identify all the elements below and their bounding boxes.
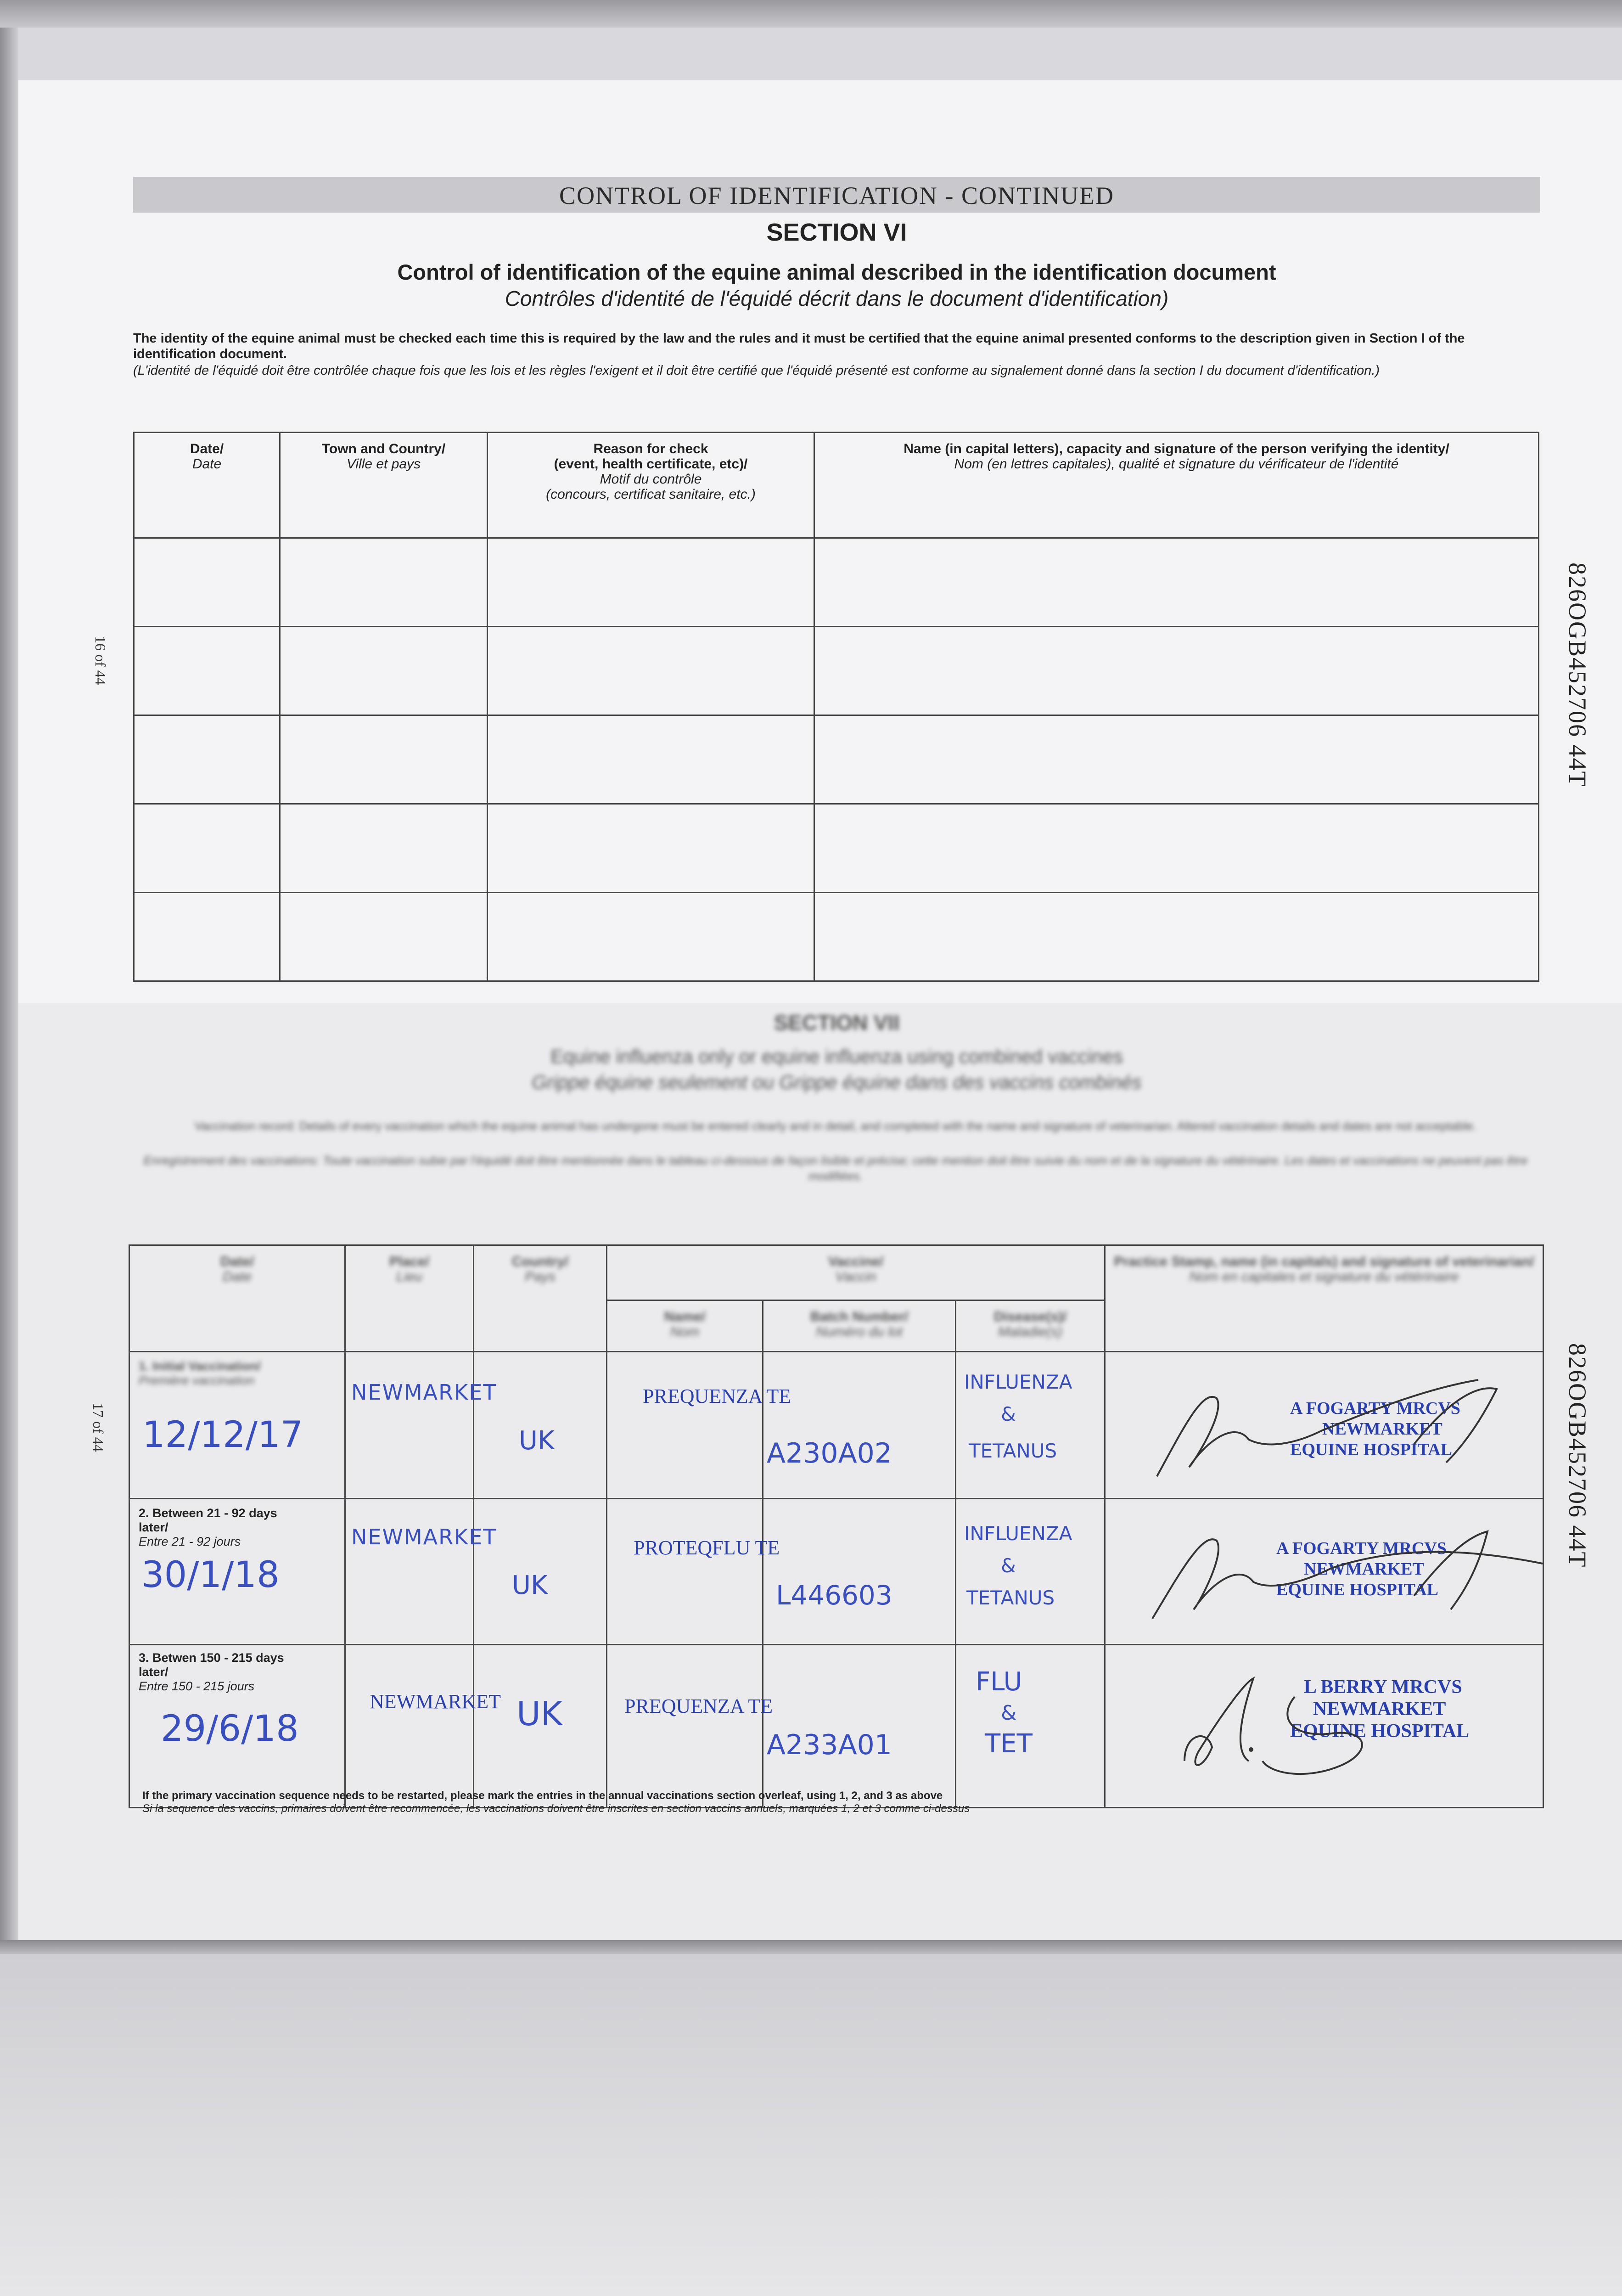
handwritten-disease-2a: INFLUENZA (964, 1522, 1072, 1545)
signature-2 (1129, 1513, 1588, 1628)
table-cell[interactable] (345, 1645, 474, 1808)
table-cell[interactable] (280, 804, 488, 893)
table-row (134, 627, 1539, 715)
handwritten-country-2: UK (512, 1570, 548, 1600)
col-name-signature: Name (in capital letters), capacity and signature of the person verifying the identity/ Nom (en lettres capitales), qualité et signature du vérificateur de l'identité (814, 433, 1539, 538)
section-vii-title-fr: Grippe équine seulement ou Grippe équine dans des vaccins combinés (532, 1071, 1142, 1093)
col-date: Date/ Date (129, 1245, 345, 1352)
handwritten-place-2: NEWMARKET (351, 1525, 497, 1549)
vet-stamp-2a: A FOGARTY MRCVS (1276, 1539, 1447, 1558)
table-cell[interactable] (488, 627, 814, 715)
section-vi-title: Control of identification of the equine animal described in the identification document (397, 260, 1276, 284)
table-cell[interactable] (280, 627, 488, 715)
row-label-initial: 1. Initial Vaccination/ Première vaccination (139, 1359, 261, 1387)
col-town-country: Town and Country/ Ville et pays (280, 433, 488, 538)
table-cell[interactable] (488, 715, 814, 804)
col-batch-number: Batch Number/ Numéro du lot (763, 1300, 956, 1352)
col-vaccine: Vaccine/ Vaccin (607, 1245, 1105, 1300)
table-cell[interactable] (814, 715, 1539, 804)
handwritten-disease-1c: TETANUS (969, 1440, 1057, 1462)
back-cover (0, 1954, 1622, 2296)
table-cell[interactable] (763, 1645, 956, 1808)
table-cell[interactable] (763, 1499, 956, 1645)
table-cell[interactable] (488, 804, 814, 893)
handwritten-batch-2: L446603 (776, 1580, 892, 1611)
section-vii-title: Equine influenza only or equine influenza using combined vaccines (550, 1046, 1123, 1067)
table-cell[interactable] (280, 715, 488, 804)
handwritten-disease-3a: FLU (976, 1667, 1022, 1697)
table-cell[interactable] (488, 893, 814, 981)
handwritten-disease-1b: & (1001, 1403, 1016, 1425)
handwritten-date-3: 29/6/18 (161, 1708, 299, 1750)
footer-note-fr: Si la sequence des vaccins, primaires doivent être recommencée, les vaccinations doivent être inscrites en section vaccins annuels, marquées 1, 2 et 3 comme ci-dessus (142, 1802, 970, 1815)
table-cell[interactable] (134, 715, 280, 804)
section-vii-intro-fr: Enregistrement des vaccinations: Toute vaccination subie par l'équidé doit être mentionnée dans le tableau ci-dessous de façon lisible et précise; cette mention doit être suivie du nom et de la signature du vétérinaire. Les dates et vaccinations ne peuvent pas être modifiées. (143, 1154, 1528, 1183)
handwritten-date-1: 12/12/17 (142, 1414, 303, 1456)
vet-stamp-2c: EQUINE HOSPITAL (1276, 1580, 1438, 1599)
vaccine-stamp-3: PREQUENZA TE (624, 1695, 773, 1717)
passport-number-upper: 826OGB452706 44T (1564, 563, 1591, 788)
table-cell[interactable] (474, 1352, 607, 1499)
vaccine-stamp-2: PROTEQFLU TE (634, 1536, 780, 1559)
footer-note: If the primary vaccination sequence needs to be restarted, please mark the entries in the annual vaccinations section overleaf, using 1, 2, and 3 as above (142, 1790, 943, 1802)
section-vi-intro-fr: (L'identité de l'équidé doit être contrôlée chaque fois que les lois et les règles l'exigent et il doit être certifié que l'équidé présenté est conforme au signalement donné dans la section I du document d'identification.) (133, 363, 1380, 378)
vet-stamp-3c: EQUINE HOSPITAL (1290, 1721, 1470, 1742)
handwritten-disease-2c: TETANUS (966, 1587, 1055, 1609)
handwritten-disease-2b: & (1001, 1554, 1016, 1577)
vet-stamp-2b: NEWMARKET (1304, 1559, 1424, 1579)
identification-check-table (133, 432, 1539, 982)
col-practice-stamp: Practice Stamp, name (in capitals) and signature of veterinarian/ Nom en capitales et signature du vétérinaire (1105, 1245, 1543, 1352)
table-cell[interactable] (280, 893, 488, 981)
lower-page (18, 1003, 1622, 1940)
handwritten-batch-3: A233A01 (767, 1729, 892, 1761)
table-cell[interactable] (814, 627, 1539, 715)
col-date: Date/ Date (134, 433, 280, 538)
section-vii-heading: SECTION VII (774, 1011, 900, 1035)
row-label-second: 2. Between 21 - 92 days later/ Entre 21 - 92 jours (139, 1506, 277, 1548)
table-cell[interactable] (134, 538, 280, 627)
handwritten-disease-1a: INFLUENZA (964, 1371, 1072, 1393)
vet-stamp-1a: A FOGARTY MRCVS (1290, 1399, 1460, 1418)
row-label-third: 3. Betwen 150 - 215 days later/ Entre 150 - 215 jours (139, 1651, 284, 1693)
table-row (134, 715, 1539, 804)
table-cell[interactable] (607, 1499, 763, 1645)
handwritten-date-2: 30/1/18 (141, 1554, 280, 1596)
vet-stamp-3a: L BERRY MRCVS (1304, 1677, 1462, 1698)
table-cell[interactable] (345, 1499, 474, 1645)
signature-3 (1157, 1660, 1478, 1784)
section-vi-heading: SECTION VI (766, 219, 907, 246)
table-cell[interactable] (956, 1499, 1105, 1645)
band-title: CONTROL OF IDENTIFICATION - CONTINUED (559, 182, 1114, 209)
page-number-17: 17 of 44 (90, 1403, 107, 1452)
vaccine-header-row (129, 1245, 1543, 1300)
signature-1 (1129, 1371, 1543, 1486)
scanner-edge-left (0, 28, 18, 1956)
table-cell[interactable] (134, 893, 280, 981)
table-cell[interactable] (814, 538, 1539, 627)
passport-page (18, 80, 1622, 1940)
table-cell[interactable] (814, 893, 1539, 981)
section-vi-intro: The identity of the equine animal must be checked each time this is required by the law and the rules and it must be certified that the equine animal presented conforms to the description given in Section I of the identification document. (133, 331, 1465, 361)
table-row (134, 804, 1539, 893)
table-cell[interactable] (488, 538, 814, 627)
vet-stamp-3b: NEWMARKET (1313, 1699, 1446, 1720)
table-header-row (134, 433, 1539, 538)
handwritten-country-1: UK (519, 1426, 555, 1456)
page-edge-bottom (0, 1940, 1622, 1954)
handwritten-disease-3c: TET (985, 1729, 1033, 1759)
col-country: Country/ Pays (474, 1245, 607, 1352)
table-cell[interactable] (607, 1645, 763, 1808)
col-reason: Reason for check (event, health certificate, etc)/ Motif du contrôle (concours, certificat sanitaire, etc.) (488, 433, 814, 538)
section-vii-intro: Vaccination record: Details of every vaccination which the equine animal has undergone must be entered clearly and in detail, and completed with the name and signature of veterinarian. Altered vaccination details and dates are not acceptable. (195, 1119, 1476, 1133)
table-cell[interactable] (814, 804, 1539, 893)
place-stamp-3: NEWMARKET (370, 1690, 501, 1713)
vaccine-stamp-1: PREQUENZA TE (643, 1385, 791, 1407)
handwritten-place-1: NEWMARKET (351, 1380, 497, 1405)
page-number-16: 16 of 44 (92, 636, 109, 685)
table-row (134, 893, 1539, 981)
scanner-edge-top (0, 0, 1622, 28)
table-cell[interactable] (134, 804, 280, 893)
handwritten-batch-1: A230A02 (767, 1437, 892, 1469)
handwritten-disease-3b: & (1001, 1701, 1017, 1725)
vet-stamp-1b: NEWMARKET (1322, 1419, 1442, 1439)
table-cell[interactable] (134, 627, 280, 715)
table-cell[interactable] (345, 1352, 474, 1499)
table-cell[interactable] (280, 538, 488, 627)
section-vi-title-fr: Contrôles d'identité de l'équidé décrit dans le document d'identification) (505, 287, 1169, 310)
table-cell[interactable] (607, 1352, 763, 1499)
col-vaccine-name: Name/ Nom (607, 1300, 763, 1352)
passport-number-lower: 826OGB452706 44T (1564, 1343, 1591, 1568)
vet-stamp-1c: EQUINE HOSPITAL (1290, 1440, 1452, 1459)
col-place: Place/ Lieu (345, 1245, 474, 1352)
table-cell[interactable] (763, 1352, 956, 1499)
col-disease: Disease(s)/ Maladie(s) (956, 1300, 1105, 1352)
handwritten-country-3: UK (516, 1694, 562, 1733)
table-row (134, 538, 1539, 627)
